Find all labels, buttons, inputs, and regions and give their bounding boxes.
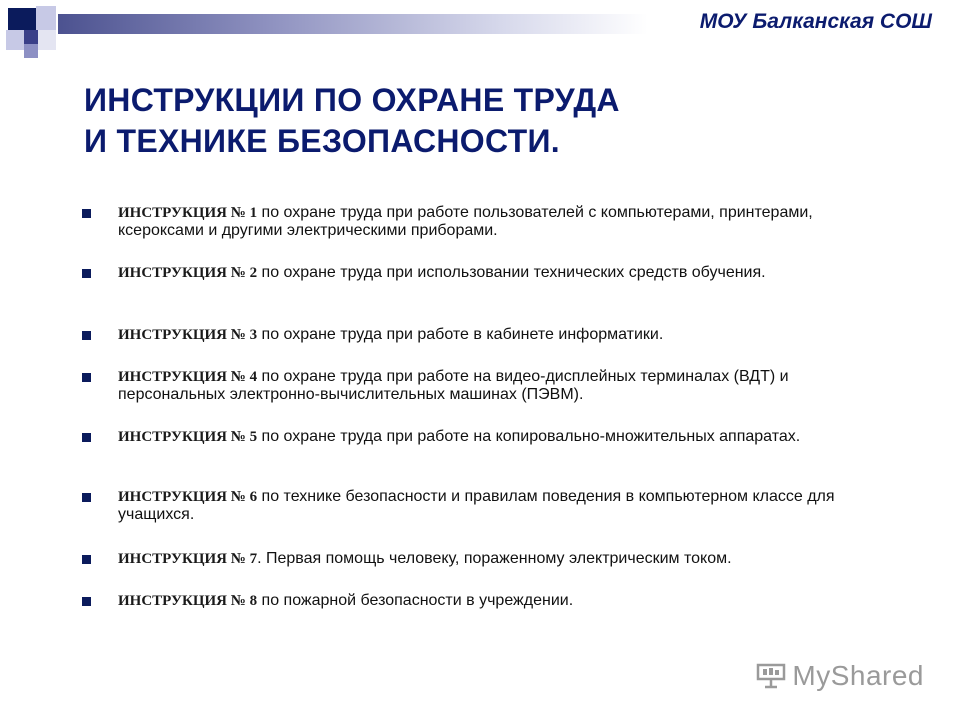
- list-item: [82, 368, 862, 428]
- instruction-text: по охране труда при работе пользователей с компьютерами, принтерами, ксероксами и другими электрическими приборами.: [118, 204, 813, 239]
- slide-title: [84, 80, 620, 162]
- list-item: [82, 204, 862, 254]
- instruction-list: [82, 204, 862, 616]
- square-bullet-icon: [82, 493, 91, 502]
- square-bullet-icon: [82, 269, 91, 278]
- square-bullet-icon: [82, 373, 91, 382]
- watermark-logo: [756, 660, 924, 692]
- list-item: [82, 550, 862, 592]
- decor-square: [8, 8, 36, 30]
- slide-title-line2: И ТЕХНИКЕ БЕЗОПАСНОСТИ.: [84, 123, 560, 159]
- decor-square: [6, 30, 24, 50]
- header-gradient-bar: [58, 14, 648, 34]
- instruction-label: ИНСТРУКЦИЯ № 6: [118, 489, 258, 505]
- instruction-label: ИНСТРУКЦИЯ № 1: [118, 205, 258, 221]
- square-bullet-icon: [82, 597, 91, 606]
- instruction-label: ИНСТРУКЦИЯ № 2: [118, 265, 258, 281]
- instruction-text: по охране труда при работе в кабинете информатики.: [257, 326, 664, 343]
- instruction-label: ИНСТРУКЦИЯ № 3: [118, 327, 258, 343]
- decor-square: [24, 44, 38, 58]
- instruction-text: по технике безопасности и правилам поведения в компьютерном классе для учащихся.: [118, 488, 835, 523]
- square-bullet-icon: [82, 331, 91, 340]
- instruction-text: по охране труда при работе на копировально-множительных аппаратах.: [257, 428, 801, 445]
- instruction-label: ИНСТРУКЦИЯ № 5: [118, 429, 258, 445]
- list-item: [82, 428, 862, 488]
- instruction-text: по охране труда при использовании технических средств обучения.: [257, 264, 766, 281]
- decor-square: [36, 6, 56, 30]
- square-bullet-icon: [82, 433, 91, 442]
- square-bullet-icon: [82, 555, 91, 564]
- square-bullet-icon: [82, 209, 91, 218]
- decor-square: [38, 30, 56, 50]
- instruction-label: ИНСТРУКЦИЯ № 8: [118, 593, 258, 609]
- list-item: [82, 488, 862, 550]
- list-item: [82, 592, 862, 616]
- list-item: [82, 254, 862, 326]
- list-item: [82, 326, 862, 368]
- instruction-text: по пожарной безопасности в учреждении.: [257, 592, 574, 609]
- slide-title-line1: ИНСТРУКЦИИ ПО ОХРАНЕ ТРУДА: [84, 82, 620, 118]
- school-name: МОУ Балканская СОШ: [699, 10, 932, 33]
- watermark-text: MyShared: [792, 660, 924, 691]
- instruction-text: по охране труда при работе на видео-дисплейных терминалах (ВДТ) и персональных электронно-вычислительных машинах (ПЭВМ).: [118, 368, 789, 403]
- instruction-label: ИНСТРУКЦИЯ № 7: [118, 551, 258, 567]
- instruction-text: . Первая помощь человеку, пораженному электрическим током.: [257, 550, 732, 567]
- decor-square: [24, 30, 38, 44]
- presentation-icon: [756, 663, 786, 689]
- instruction-label: ИНСТРУКЦИЯ № 4: [118, 369, 258, 385]
